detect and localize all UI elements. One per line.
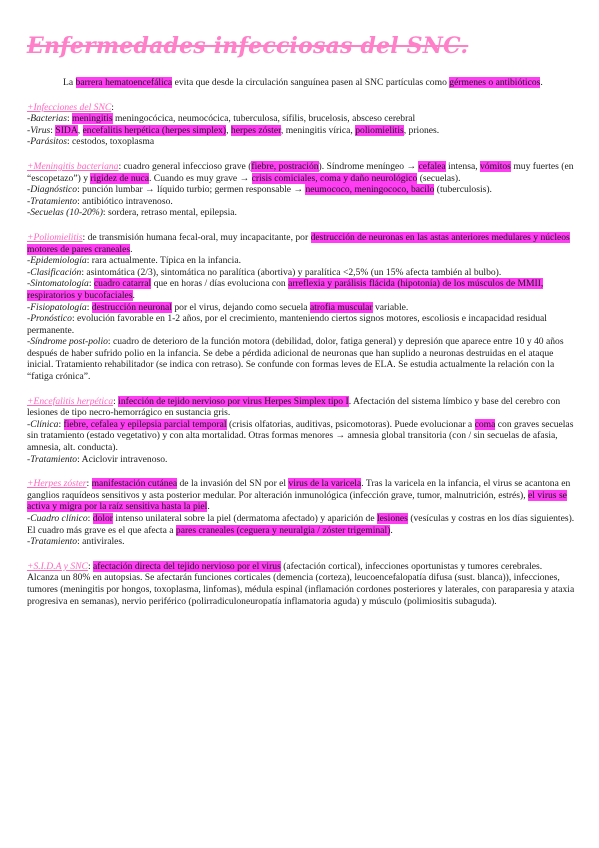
list-item: -Tratamiento: Aciclovir intravenoso. xyxy=(27,453,168,465)
section-heading: +S.I.D.A y SNC xyxy=(27,560,88,572)
section-poliomielitis: +Poliomielitis: de transmisión humana fecal-oral, muy incapacitante, por destrucción de neuronas en las astas anteriores medulares y núcleos motores de pares craneales. -Epidemiología: rara actualmente. Típica en la infancia. -Clasificación: asintomática (2/3), sintomática no paralítica (abortiva) y paralítica <2,5% (un 15% afecta también al bulbo). -Sintomatología: cuadro catarral que en horas / días evoluciona con arreflexia y parálisis flácida (hipotonía) de los músculos de MMII, respiratorios y bucofaciales. -Fisiopatología: destrucción neuronal por el virus, dejando como secuela atrofia muscular variable. -Pronóstico: evolución favorable en 1-2 años, por el crecimiento, manteniendo ciertos signos motores, escoliosis e incapacidad residual permanente. -Síndrome post-polio: cuadro de deterioro de la función motora (debilidad, dolor, fatiga general) y depresión que aparece entre 10 y 40 años después de haber sufrido polio en la infancia. Se debe a pérdida adicional de neuronas que han suplido a neuronas destruidas en el ataque inicial. Tratamiento rehabilitador (se indica con retraso). Se confunde con formas leves de ELA. Se estudia actualmente la relación con la “fatiga crónica”. xyxy=(27,232,575,383)
section-meningitis: +Meningitis bacteriana: cuadro general infeccioso grave (fiebre, postración). Síndrome meníngeo → cefalea intensa, vómitos muy fuertes (en “escopetazo”) y rigidez de nuca. Cuando es muy grave → crisis comiciales, coma y daño neurológico (secuelas). -Diagnóstico: punción lumbar → líquido turbio; germen responsable → neumococo, meningococo, bacilo (tuberculosis). -Tratamiento: antibiótico intravenoso. -Secuelas (10-20%): sordera, retraso mental, epilepsia. xyxy=(27,160,574,219)
highlight: afectación directa del tejido nervioso por el virus xyxy=(93,560,281,572)
list-item: -Síndrome post-polio: cuadro de deterioro de la función motora (debilidad, dolor, fatiga general) y depresión que aparece entre 10 y 40 años después de haber sufrido polio en la infancia. Se debe a pérdida adicional de neuronas que han suplido a neuronas destruidas en el ataque inicial. Tratamiento rehabilitador (se indica con retraso). Se confunde con formas leves de ELA. Se estudia actualmente la relación con la “fatiga crónica”. xyxy=(27,336,564,383)
highlight: cefalea xyxy=(418,160,446,172)
item-label: -Clasificación xyxy=(27,266,82,278)
item-label: -Virus xyxy=(27,124,51,136)
list-item: -Diagnóstico: punción lumbar → líquido turbio; germen responsable → neumococo, meningococo, bacilo (tuberculosis). xyxy=(27,184,492,196)
highlight: infección de tejido nervioso por virus Herpes Simplex tipo I xyxy=(118,395,349,407)
highlight: destrucción neuronal xyxy=(91,301,172,313)
highlight: gérmenes o antibióticos xyxy=(449,77,541,88)
section-herpes-zoster: +Herpes zóster: manifestación cutánea de la invasión del SN por el virus de la varicela. Tras la varicela en la infancia, el virus se acantona en ganglios raquídeos sensitivos y asta posterior medular. Por alteración inmunológica (infección grave, tumor, malnutrición, estrés), el virus se activa y migra por la raíz sensitiva hasta la piel. -Cuadro clínico: dolor intenso unilateral sobre la piel (dermatoma afectado) y aparición de lesiones (vesículas y costras en los días siguientes). El cuadro más grave es el que afecta a pares craneales (ceguera y neuralgia / zóster trigeminal). -Tratamiento: antivirales. xyxy=(27,478,575,548)
intro-text: . xyxy=(540,77,543,88)
highlight: destrucción de neuronas en las astas anteriores medulares y núcleos motores de pares craneales xyxy=(27,231,570,255)
item-label: -Bacterias xyxy=(27,113,67,125)
highlight: lesiones xyxy=(377,513,408,524)
highlight: virus de la varicela xyxy=(288,478,362,490)
highlight: coma xyxy=(474,418,496,430)
section-sida: +S.I.D.A y SNC: afectación directa del tejido nervioso por el virus (afectación cortical), infecciones oportunistas y tumores cerebrales. Alcanza un 80% en autopsias. Se afectarán funciones corticales (demencia (corteza), leucoencefalopatía difusa (sust. blanca)), infecciones, tumores (meningitis por hongos, toxoplasma, linfomas), médula espinal (inflamación cordones posteriores y laterales, con paraparesia y ataxia progresiva en semanas), nervio periférico (polirradiculoneuropatía inflamatoria aguda) y músculo (polimiositis subaguda). xyxy=(27,560,575,607)
list-item: -Cuadro clínico: dolor intenso unilateral sobre la piel (dermatoma afectado) y aparición de lesiones (vesículas y costras en los días siguientes). El cuadro más grave es el que afecta a pares craneales (ceguera y neuralgia / zóster trigeminal). xyxy=(27,513,575,536)
page-title: Enfermedades infecciosas del SNC. xyxy=(27,33,469,59)
intro-text: La xyxy=(63,77,76,88)
item-label: -Fisiopatología xyxy=(27,301,87,313)
highlight: dolor xyxy=(92,513,114,524)
item-label: -Cuadro clínico xyxy=(27,513,88,524)
item-label: -Tratamiento xyxy=(27,195,78,207)
list-item: -Sintomatología: cuadro catarral que en horas / días evoluciona con arreflexia y parálisis flácida (hipotonía) de los músculos de MMII, respiratorios y bucofaciales. xyxy=(27,278,544,301)
list-item: -Tratamiento: antibiótico intravenoso. xyxy=(27,195,173,207)
section-heading: +Infecciones del SNC xyxy=(27,101,112,113)
list-item: -Virus: SIDA, encefalitis herpética (herpes simplex), herpes zóster, meningitis vírica, poliomielitis, priones. xyxy=(27,124,440,136)
document-body xyxy=(27,77,575,620)
highlight: neumococo, meningococo, bacilo xyxy=(305,184,435,196)
section-heading: +Herpes zóster xyxy=(27,478,87,490)
section-heading: +Poliomielitis xyxy=(27,231,83,243)
list-item: -Epidemiología: rara actualmente. Típica en la infancia. xyxy=(27,255,241,267)
list-item: -Tratamiento: antivirales. xyxy=(27,536,125,548)
item-label: -Epidemiología xyxy=(27,255,87,267)
item-label: -Diagnóstico xyxy=(27,184,78,196)
highlight: el virus se activa y migra por la raíz sensitiva hasta la piel xyxy=(27,489,567,513)
highlight: crisis comiciales, coma y daño neurológico xyxy=(251,172,418,184)
highlight: atrofia muscular xyxy=(309,301,373,313)
highlight: encefalitis herpética (herpes simplex) xyxy=(82,124,227,136)
section-heading: +Encefalitis herpética xyxy=(27,395,114,407)
section-heading: +Meningitis bacteriana xyxy=(27,160,119,172)
item-label: -Pronóstico xyxy=(27,313,72,325)
item-label: -Clínica xyxy=(27,418,59,430)
item-label: -Sintomatología xyxy=(27,278,89,290)
highlight: vómitos xyxy=(480,160,511,172)
section-encefalitis: +Encefalitis herpética: infección de tejido nervioso por virus Herpes Simplex tipo I. Afectación del sistema límbico y base del cerebro con lesiones de tipo necro-hemorrágico en sustancia gris. -Clínica: fiebre, cefalea y epilepsia parcial temporal (crisis olfatorias, auditivas, psicomotoras). Puede evolucionar a coma con graves secuelas sin tratamiento (estado vegetativo) y con alta mortalidad. Otras formas menores → amnesia global transitoria (con / sin secuelas de afasia, amnesia, alt. conducta). -Tratamiento: Aciclovir intravenoso. xyxy=(27,395,574,465)
list-item: -Bacterias: meningitis meningocócica, neumocócica, tuberculosa, sífilis, brucelosis, absceso cerebral xyxy=(27,113,416,125)
list-item: -Parásitos: cestodos, toxoplasma xyxy=(27,136,155,148)
list-item: -Clínica: fiebre, cefalea y epilepsia parcial temporal (crisis olfatorias, auditivas, psicomotoras). Puede evolucionar a coma con graves secuelas sin tratamiento (estado vegetativo) y con alta mortalidad. Otras formas menores → amnesia global transitoria (con / sin secuelas de afasia, amnesia, alt. conducta). xyxy=(27,418,574,454)
list-item: -Fisiopatología: destrucción neuronal por el virus, dejando como secuela atrofia muscular variable. xyxy=(27,301,409,313)
item-label: -Tratamiento xyxy=(27,536,78,548)
intro-paragraph xyxy=(27,77,575,89)
highlight: poliomielitis xyxy=(355,124,404,136)
item-label: -Secuelas (10-20%) xyxy=(27,207,103,219)
highlight: manifestación cutánea xyxy=(91,478,178,490)
list-item: -Secuelas (10-20%): sordera, retraso mental, epilepsia. xyxy=(27,207,237,219)
list-item: -Pronóstico: evolución favorable en 1-2 años, por el crecimiento, manteniendo ciertos signos motores, escoliosis e incapacidad residual permanente. xyxy=(27,313,547,336)
highlight: rigidez de nuca xyxy=(90,172,149,184)
item-label: -Parásitos xyxy=(27,136,67,148)
list-item: -Clasificación: asintomática (2/3), sintomática no paralítica (abortiva) y paralítica <2,5% (un 15% afecta también al bulbo). xyxy=(27,266,502,278)
highlight: fiebre, cefalea y epilepsia parcial temporal xyxy=(63,418,227,430)
highlight: fiebre, postración xyxy=(251,160,319,172)
section-infecciones: +Infecciones del SNC: -Bacterias: meningitis meningocócica, neumocócica, tuberculosa, sífilis, brucelosis, absceso cerebral -Virus: SIDA, encefalitis herpética (herpes simplex), herpes zóster, meningitis vírica, poliomielitis, priones. -Parásitos: cestodos, toxoplasma xyxy=(27,102,575,148)
highlight: barrera hematoencefálica xyxy=(75,77,173,88)
item-label: -Tratamiento xyxy=(27,453,78,465)
highlight: SIDA xyxy=(55,124,78,136)
highlight: meningitis xyxy=(72,113,113,125)
highlight: cuadro catarral xyxy=(93,278,152,290)
highlight: herpes zóster xyxy=(230,124,281,136)
item-label: -Síndrome post-polio xyxy=(27,336,108,348)
intro-text: evita que desde la circulación sanguínea pasen al SNC partículas como xyxy=(172,77,450,88)
highlight: arreflexia y parálisis flácida (hipotonía) de los músculos de MMII, respiratorios y bucofaciales xyxy=(27,278,544,301)
highlight: pares craneales (ceguera y neuralgia / zóster trigeminal) xyxy=(175,524,391,536)
